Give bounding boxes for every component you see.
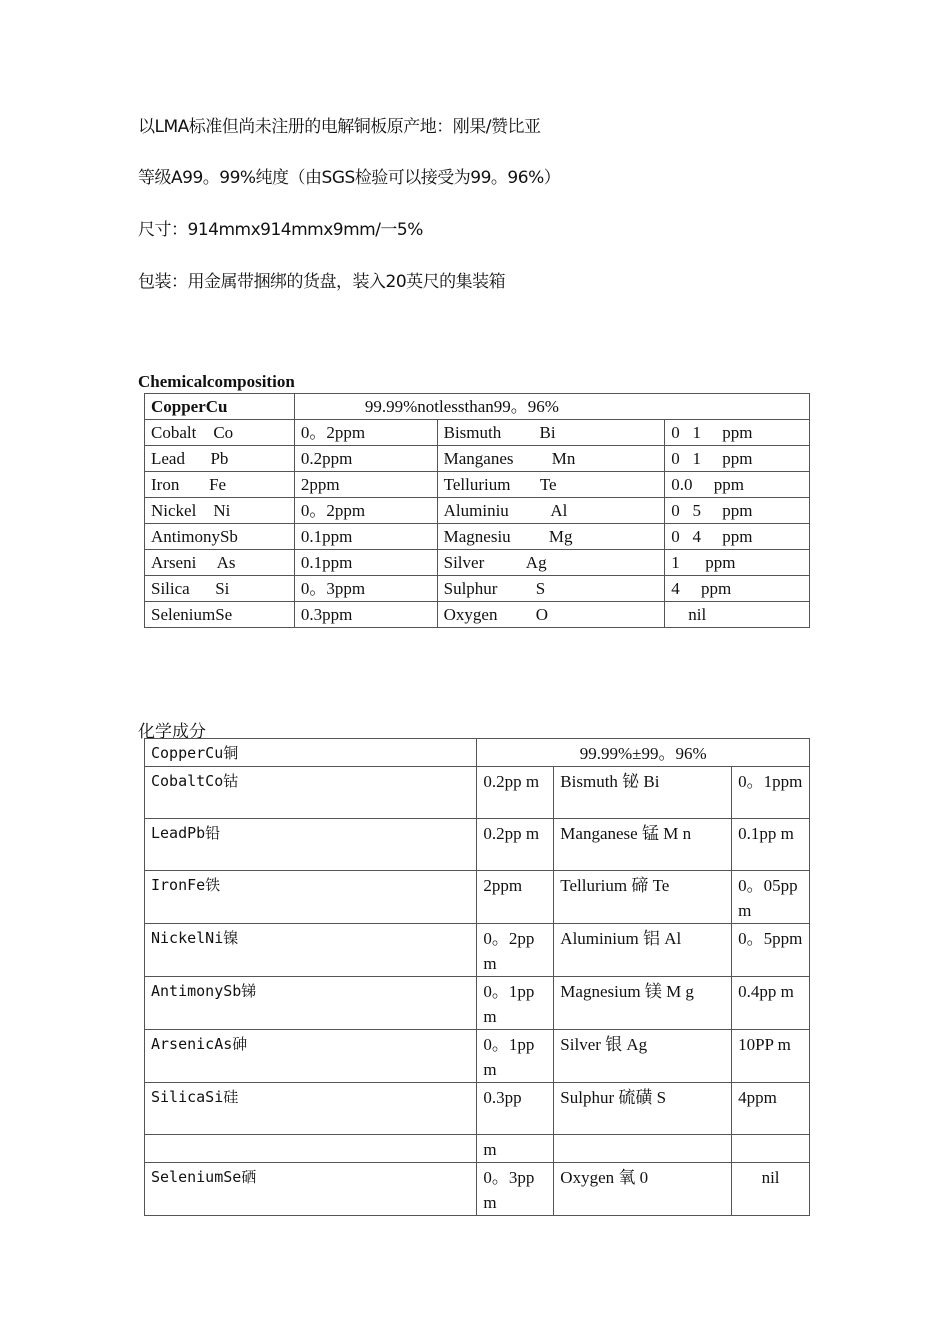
table-cell: 1 ppm: [665, 550, 810, 576]
paragraph-grade: 等级A99。99%纯度（由SGS检验可以接受为99。96%）: [138, 168, 561, 188]
table-cell: 4ppm: [732, 1083, 810, 1135]
table-cell: 10PP m: [732, 1030, 810, 1083]
table-cell: 0.3ppm: [294, 602, 437, 628]
table-cell: 0。1ppm: [477, 1030, 554, 1083]
table-cell: Lead Pb: [145, 446, 295, 472]
table-cell: [145, 1135, 477, 1163]
paragraph-size: 尺寸：914mmx914mmx9mm/一5%: [138, 220, 423, 240]
table-cell: 0。3ppm: [477, 1163, 554, 1216]
table-cell: [732, 1135, 810, 1163]
table-cell: Aluminium 铝 Al: [554, 924, 732, 977]
table-row: [145, 819, 810, 871]
table-cell: 0 4 ppm: [665, 524, 810, 550]
table-cell: Magnesium 镁 M g: [554, 977, 732, 1030]
table-cell: CopperCu: [145, 394, 295, 420]
table-cell: Nickel Ni: [145, 498, 295, 524]
table2-title: 化学成分: [138, 722, 206, 742]
table-cell: 0.4pp m: [732, 977, 810, 1030]
table-cell: ArsenicAs砷: [145, 1030, 477, 1083]
table-cell: 0。2ppm: [477, 924, 554, 977]
table-row: [145, 394, 810, 420]
table-cell: 0 1 ppm: [665, 446, 810, 472]
table-row: [145, 1163, 810, 1216]
table-cell: 0.1pp m: [732, 819, 810, 871]
table-row: [145, 1030, 810, 1083]
table-cell: LeadPb铅: [145, 819, 477, 871]
table-cell: Silica Si: [145, 576, 295, 602]
table-cell: 2ppm: [294, 472, 437, 498]
table-cell: Oxygen O: [437, 602, 665, 628]
table-cell: 0。2ppm: [294, 420, 437, 446]
table-cell: Arseni As: [145, 550, 295, 576]
table-cell: Iron Fe: [145, 472, 295, 498]
table-row: [145, 924, 810, 977]
table-cell: 0.2pp m: [477, 819, 554, 871]
table-cell: 0.3pp: [477, 1083, 554, 1135]
table-cell: m: [477, 1135, 554, 1163]
table-row: [145, 767, 810, 819]
table-cell: Silver Ag: [437, 550, 665, 576]
table-cell: Silver 银 Ag: [554, 1030, 732, 1083]
table-cell: Oxygen 氧 0: [554, 1163, 732, 1216]
table-row: [145, 576, 810, 602]
table-cell: Sulphur 硫磺 S: [554, 1083, 732, 1135]
table-cell: SeleniumSe: [145, 602, 295, 628]
table-row: [145, 446, 810, 472]
table-cell: 0 5 ppm: [665, 498, 810, 524]
table-cell: Manganes Mn: [437, 446, 665, 472]
table-cell: 4 ppm: [665, 576, 810, 602]
table-row: [145, 602, 810, 628]
table-cell: 99.99%±99。96%: [477, 739, 810, 767]
table-cell: 0.1ppm: [294, 524, 437, 550]
table-cell: SilicaSi硅: [145, 1083, 477, 1135]
table-cell: 0。3ppm: [294, 576, 437, 602]
table-cell: Bismuth 铋 Bi: [554, 767, 732, 819]
table-cell: 0 1 ppm: [665, 420, 810, 446]
table-cell: SeleniumSe硒: [145, 1163, 477, 1216]
table-cell: Tellurium 碲 Te: [554, 871, 732, 924]
table-cell: Bismuth Bi: [437, 420, 665, 446]
chemical-composition-table-en: [144, 393, 810, 628]
table-row: [145, 739, 810, 767]
table-cell: NickelNi镍: [145, 924, 477, 977]
table-cell: [554, 1135, 732, 1163]
table1-title: Chemicalcomposition: [138, 372, 295, 391]
table-cell: 2ppm: [477, 871, 554, 924]
table-cell: Magnesiu Mg: [437, 524, 665, 550]
table-cell: Tellurium Te: [437, 472, 665, 498]
table-cell: 0.2ppm: [294, 446, 437, 472]
table-cell: Cobalt Co: [145, 420, 295, 446]
table-row: [145, 498, 810, 524]
table-cell: CopperCu铜: [145, 739, 477, 767]
chemical-composition-table-cn: [144, 738, 810, 1216]
table-cell: Aluminiu Al: [437, 498, 665, 524]
table-cell: AntimonySb: [145, 524, 295, 550]
table-cell: 0。1ppm: [477, 977, 554, 1030]
table-cell: 0.1ppm: [294, 550, 437, 576]
table-cell: 99.99%notlessthan99。96%: [294, 394, 809, 420]
table-cell: nil: [732, 1163, 810, 1216]
table-cell: Sulphur S: [437, 576, 665, 602]
paragraph-origin: 以LMA标准但尚未注册的电解铜板原产地：刚果/赞比亚: [138, 117, 541, 137]
table-cell: 0.2pp m: [477, 767, 554, 819]
table-row: [145, 550, 810, 576]
table-cell: CobaltCo钴: [145, 767, 477, 819]
table-cell: 0。5ppm: [732, 924, 810, 977]
table-cell: 0。1ppm: [732, 767, 810, 819]
paragraph-packing: 包装：用金属带捆绑的货盘，装入20英尺的集装箱: [138, 272, 506, 292]
table-cell: IronFe铁: [145, 871, 477, 924]
table-row: [145, 977, 810, 1030]
table-row: [145, 1083, 810, 1135]
table-cell: 0。05ppm: [732, 871, 810, 924]
table-row: [145, 420, 810, 446]
table-cell: nil: [665, 602, 810, 628]
table-cell: Manganese 锰 M n: [554, 819, 732, 871]
table-cell: 0。2ppm: [294, 498, 437, 524]
table-row: [145, 524, 810, 550]
table-row: [145, 871, 810, 924]
table-row: [145, 1135, 810, 1163]
table-row: [145, 472, 810, 498]
table-cell: AntimonySb锑: [145, 977, 477, 1030]
table-cell: 0.0 ppm: [665, 472, 810, 498]
